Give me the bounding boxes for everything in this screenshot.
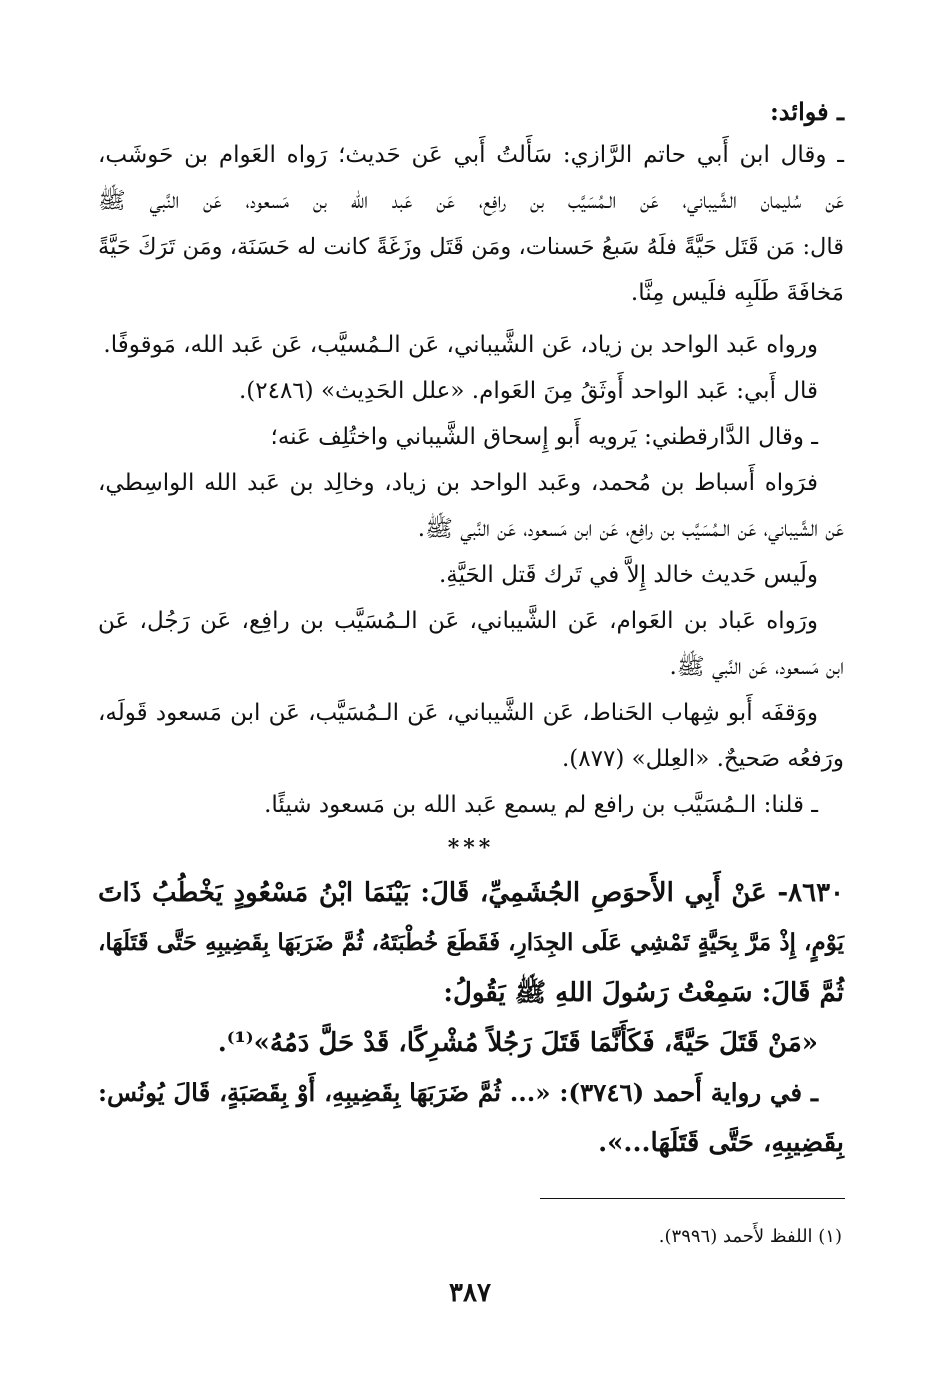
text-line: قال: مَن قَتَل حَيَّةً فلَهُ سَبعُ حَسنات، ومَن قَتَل وزَغَةً كانت له حَسَنَة، ومَن تَرَكَ حَيَّةً [98,234,844,260]
paragraph-abd-alwahid: ورواه عَبد الواحد بن زياد، عَن الشَّيباني، عَن الـمُسيَّب، عَن عَبد الله، مَوقوفًا. [103,332,818,358]
paragraph-abu-shihab [98,690,844,782]
hadith-riwaya-line: بِقَضِيبِهِ، حَتَّى قَتَلَهَا...». [598,1128,844,1158]
main-text [98,92,844,1168]
text-line: ورَفعُه صَحيحٌ. «العِلل» (٨٧٧). [561,746,844,772]
text-line: مَخافَةَ طَلَبِه فلَيس مِنَّا. [630,280,844,306]
page-number: ٣٨٧ [449,1278,491,1308]
hadith-quote: «مَنْ قَتَلَ حَيَّةً، فَكَأَنَّمَا قَتَلَ رَجُلاً مُشْرِكًا، قَدْ حَلَّ دَمُهُ»⁽¹⁾. [217,1028,818,1058]
paragraph-khalid: ولَيس حَديث خالد إِلاَّ في تَرك قَتل الحَيَّةِ. [438,562,818,588]
paragraph-abi-hatim [98,132,844,316]
paragraph-qulna: ـ قلنا: الـمُسَيَّب بن رافع لم يسمع عَبد الله بن مَسعود شيئًا. [264,792,818,818]
section-separator: *** [447,835,495,861]
text-line: عَن الشَّيباني، عَن الـمُسَيَّب بن رافِع، عَن ابن مَسعود، عَن النَّبي ﷺ. [417,516,844,542]
text-line: فرَواه أَسباط بن مُحمد، وعَبد الواحد بن زياد، وخالِد بن عَبد الله الواسِطي، [98,470,818,496]
text-line: ورَواه عَباد بن العَوام، عَن الشَّيباني، عَن الـمُسَيَّب بن رافِع، عَن رَجُل، عَن [98,608,818,634]
paragraph-abbad [98,598,844,690]
text-line: عَن سُليمان الشَّيباني، عَن الـمُسَيَّب بن رافِع، عَن عَبد الله بن مَسعود، عَن النَّبي ﷺ [98,188,844,214]
hadith-line: يَوْمٍ، إِذْ مَرَّ بِحَيَّةٍ تَمْشِي عَلَى الجِدَارِ، فَقَطَعَ خُطْبَتَهُ، ثُمَّ ضَرَبَهَا بِقَضِيبِهِ حَتَّى قَتَلَهَا، [98,929,844,956]
text-line: ـ وقال ابن أَبي حاتم الرَّازي: سَأَلتُ أَبي عَن حَديث؛ رَواه العَوام بن حَوشَب، [98,142,844,168]
paragraph-daraqutni: ـ وقال الدَّارقطني: يَرويه أَبو إِسحاق الشَّيباني واختُلِف عَنه؛ [270,424,818,450]
footnote-divider [540,1198,845,1199]
hadith-line: ثُمَّ قَالَ: سَمِعْتُ رَسُولَ اللهِ ﷺ يَقُولُ: [443,978,844,1008]
hadith-line: ٨٦٣٠- عَنْ أَبِي الأَحوَصِ الجُشَمِيِّ، قَالَ: بَيْنَمَا ابْنُ مَسْعُودٍ يَخْطُبُ ذَاتَ [98,878,844,908]
paragraph-qala-abi: قال أَبي: عَبد الواحد أَوثَقُ مِنَ العَوام. «علل الحَدِيث» (٢٤٨٦). [238,378,818,404]
text-line: ووَقفَه أَبو شِهاب الحَناط، عَن الشَّيباني، عَن الـمُسَيَّب، عَن ابن مَسعود قَولَه، [98,700,818,726]
text-line: ابن مَسعود، عَن النَّبي ﷺ. [669,654,844,680]
hadith-riwaya-line: ـ في رواية أَحمد (٣٧٤٦): «... ثُمَّ ضَرَبَهَا بِقَضِيبِهِ، أَوْ بِقَصَبَةٍ، قَالَ يُونُس: [98,1078,818,1107]
footnote: (١) اللفظ لأَحمد (٣٩٩٦). [658,1226,842,1247]
paragraph-asbat [98,460,844,552]
hadith-8630 [98,868,844,1168]
section-heading: ـ فوائد: [769,97,844,126]
